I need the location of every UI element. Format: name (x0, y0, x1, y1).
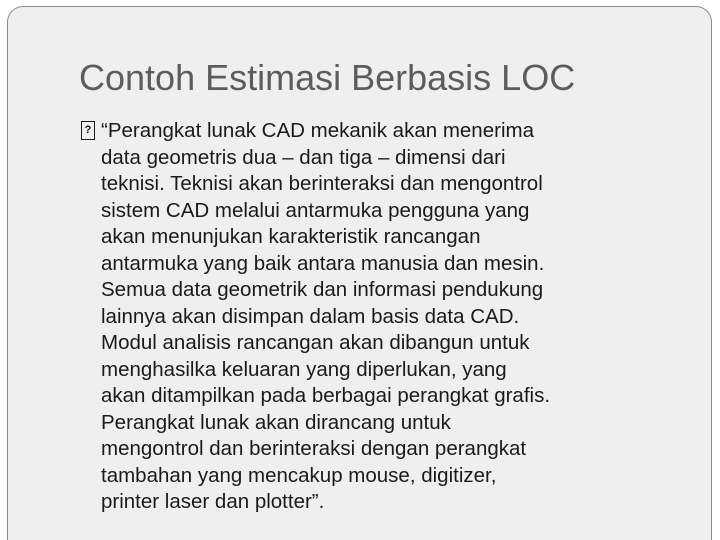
slide-body (81, 118, 693, 516)
body-line: Semua data geometrik dan informasi pendukung (101, 278, 544, 301)
body-line: antarmuka yang baik antara manusia dan mesin. (101, 251, 545, 275)
body-line: akan ditampilkan pada berbagai perangkat grafis. (101, 384, 551, 407)
body-line: tambahan yang mencakup mouse, digitizer, (101, 463, 497, 487)
body-line: sistem CAD melalui antarmuka pengguna yang (101, 198, 530, 222)
body-line: mengontrol dan berinteraksi dengan perangkat (101, 437, 527, 460)
missing-glyph-icon: ? (81, 121, 95, 140)
body-line: printer laser dan plotter”. (101, 490, 325, 513)
body-line: akan menunjukan karakteristik rancangan (101, 225, 481, 248)
bullet-item (81, 118, 693, 516)
body-line: “Perangkat lunak CAD mekanik akan menerima (101, 119, 534, 142)
slide-title: Contoh Estimasi Berbasis LOC (79, 57, 576, 98)
body-line: data geometris dua – dan tiga – dimensi dari (101, 145, 506, 169)
body-line: menghasilka keluaran yang diperlukan, yang (101, 357, 507, 381)
body-line: Perangkat lunak akan dirancang untuk (101, 410, 451, 434)
body-line: lainnya akan disimpan dalam basis data CAD. (101, 304, 520, 328)
body-line: Modul analisis rancangan akan dibangun untuk (101, 331, 530, 354)
body-line: teknisi. Teknisi akan berinteraksi dan mengontrol (101, 172, 543, 195)
